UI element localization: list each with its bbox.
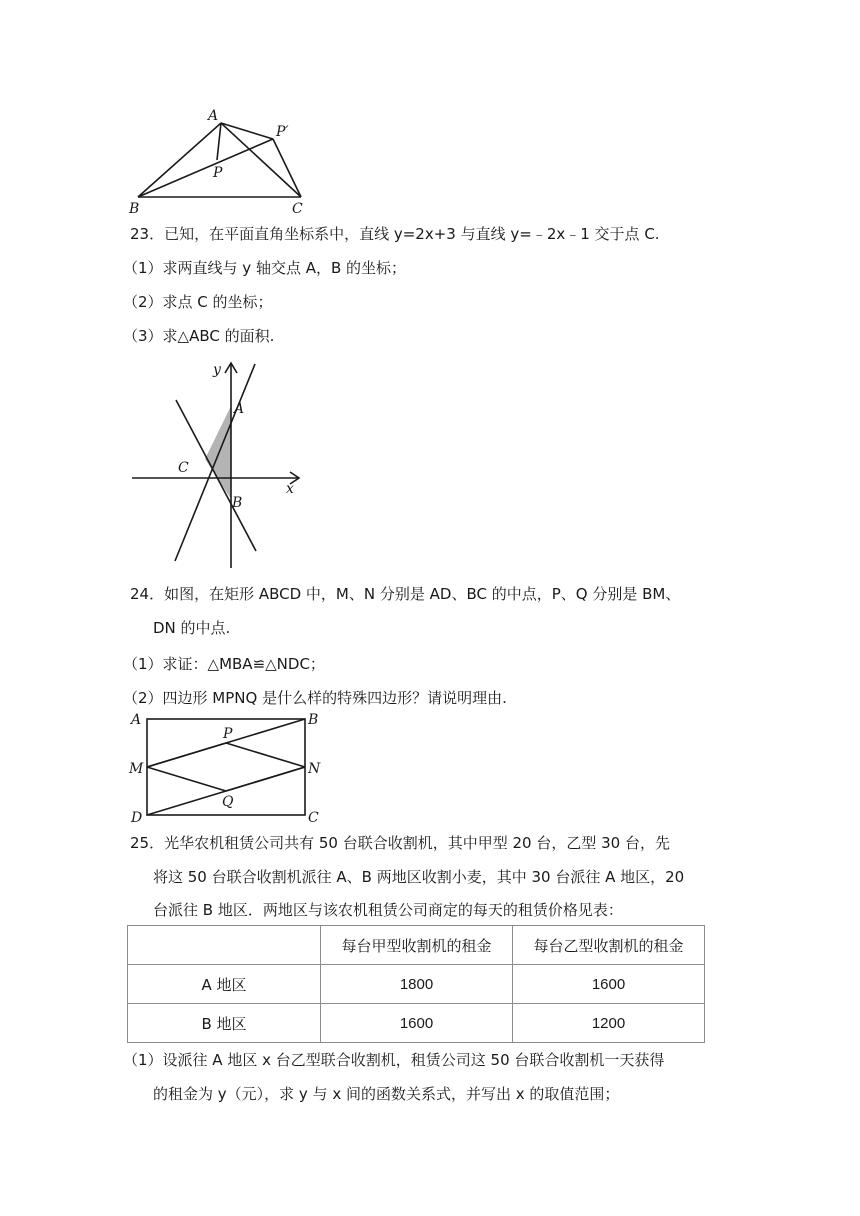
- table-cell: 1600: [321, 1004, 513, 1043]
- price-table: [127, 925, 705, 1043]
- q23-part-3: （3）求△ABC 的面积.: [123, 327, 275, 345]
- label-A: A: [234, 401, 245, 417]
- label-A: A: [208, 108, 219, 124]
- label-M: M: [129, 761, 144, 777]
- q23-stem: 23．已知，在平面直角坐标系中，直线 y=2x+3 与直线 y=﹣2x﹣1 交于点 C.: [130, 225, 660, 243]
- table-row: [128, 965, 705, 1004]
- table-cell: 1200: [513, 1004, 705, 1043]
- label-P: P: [213, 165, 223, 181]
- rectangle-figure: [128, 710, 328, 825]
- q24-part-2: （2）四边形 MPNQ 是什么样的特殊四边形？请说明理由.: [123, 689, 507, 707]
- q25-stem-line-1: 25．光华农机租赁公司共有 50 台联合收割机，其中甲型 20 台，乙型 30 台，先: [130, 834, 670, 852]
- q25-stem-line-3: 台派往 B 地区．两地区与该农机租赁公司商定的每天的租赁价格见表：: [153, 901, 623, 919]
- label-C: C: [308, 810, 319, 825]
- table-cell: [128, 926, 321, 965]
- table-cell: A 地区: [128, 965, 321, 1004]
- coordinate-figure: [128, 356, 308, 571]
- label-B: B: [129, 201, 140, 217]
- label-D: D: [131, 810, 143, 825]
- table-header-row: [128, 926, 705, 965]
- label-P-prime: P′: [276, 124, 289, 140]
- label-B: B: [308, 712, 319, 728]
- q24-part-1: （1）求证：△MBA≌△NDC；: [123, 655, 325, 673]
- triangle-figure: [125, 105, 315, 217]
- label-C: C: [292, 201, 303, 217]
- table-cell: 每台乙型收割机的租金: [513, 926, 705, 965]
- label-N: N: [308, 761, 321, 777]
- q23-part-1: （1）求两直线与 y 轴交点 A，B 的坐标；: [123, 259, 407, 277]
- label-y: y: [213, 362, 221, 378]
- q24-stem-line-2: DN 的中点.: [153, 619, 231, 637]
- table-cell: 每台甲型收割机的租金: [321, 926, 513, 965]
- label-A: A: [131, 712, 142, 728]
- table-row: [128, 1004, 705, 1043]
- table-cell: B 地区: [128, 1004, 321, 1043]
- table-cell: 1800: [321, 965, 513, 1004]
- q24-stem-line-1: 24．如图，在矩形 ABCD 中，M、N 分别是 AD、BC 的中点，P、Q 分别是 BM、: [130, 585, 681, 603]
- label-P: P: [223, 726, 233, 742]
- q23-part-2: （2）求点 C 的坐标；: [123, 293, 273, 311]
- label-Q: Q: [222, 794, 234, 810]
- table-cell: 1600: [513, 965, 705, 1004]
- q25-stem-line-2: 将这 50 台联合收割机派往 A、B 两地区收割小麦，其中 30 台派往 A 地区，20: [153, 868, 685, 886]
- label-x: x: [286, 481, 294, 497]
- q25-part-1-line-2: 的租金为 y（元），求 y 与 x 间的函数关系式，并写出 x 的取值范围；: [153, 1085, 620, 1103]
- label-C: C: [178, 460, 189, 476]
- q25-part-1-line-1: （1）设派往 A 地区 x 台乙型联合收割机，租赁公司这 50 台联合收割机一天获得: [123, 1051, 665, 1069]
- label-B: B: [232, 495, 243, 511]
